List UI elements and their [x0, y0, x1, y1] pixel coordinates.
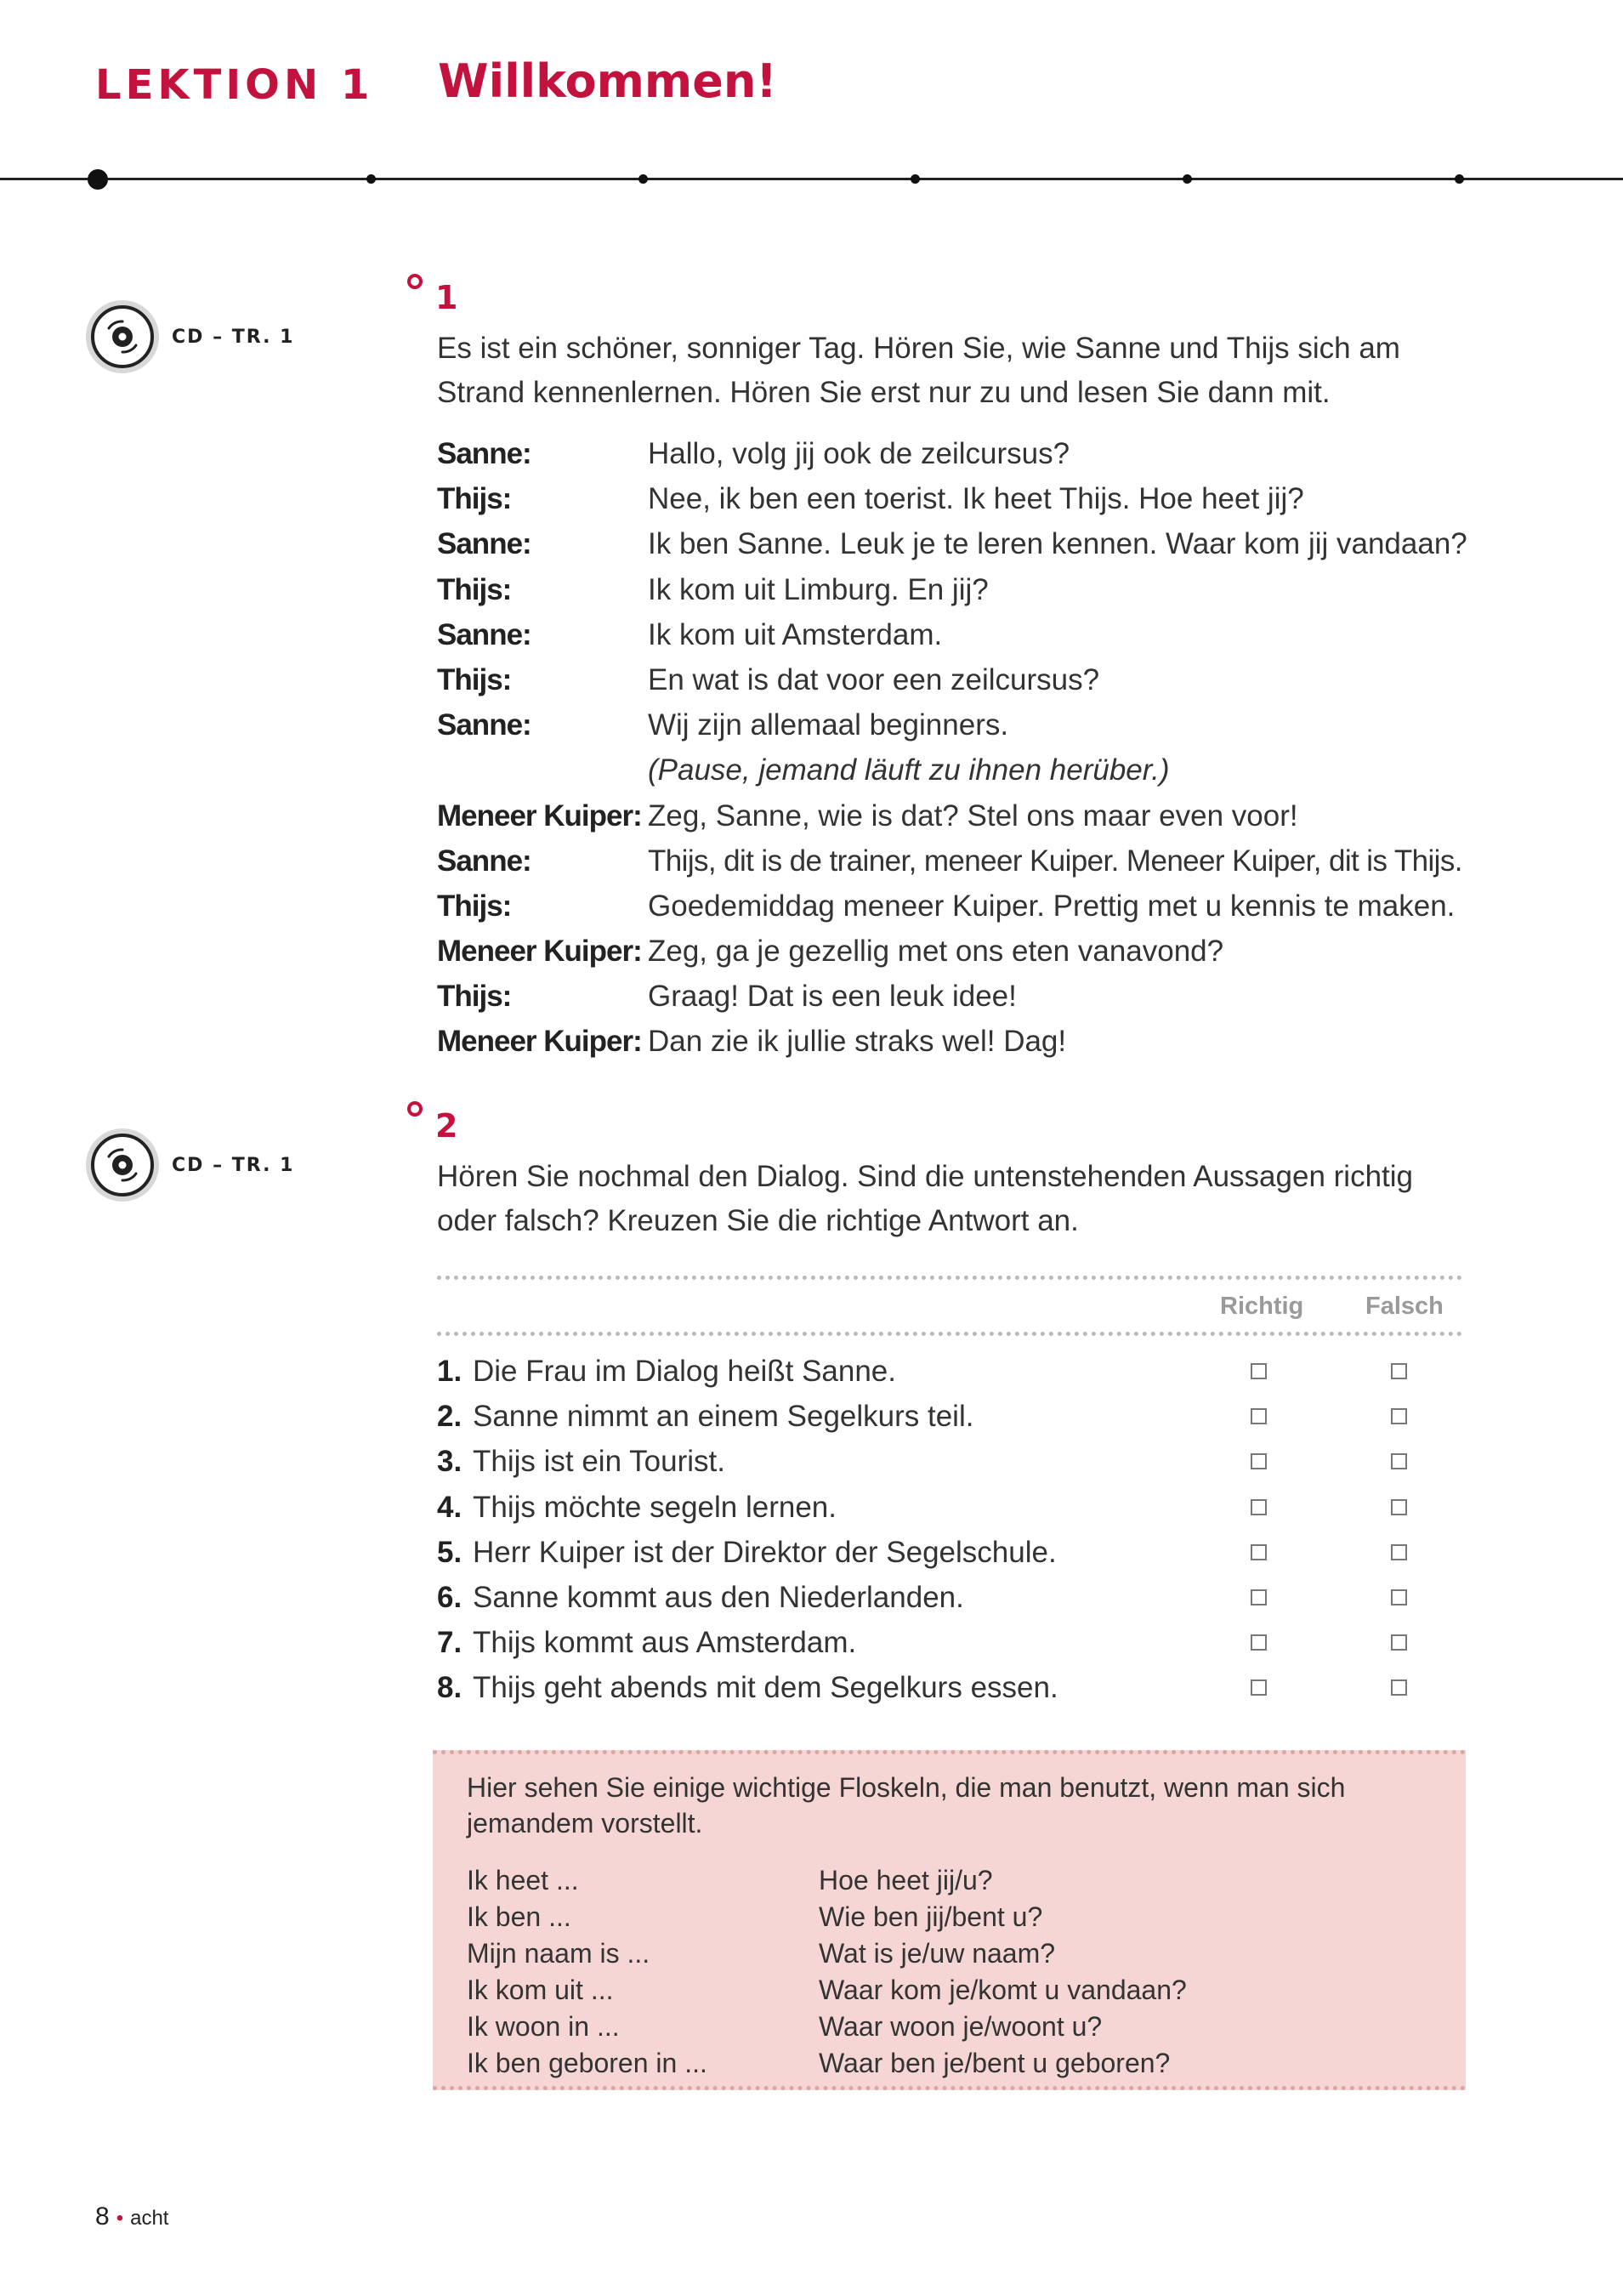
dialog-line	[437, 793, 1508, 838]
exercise-number: 1	[435, 279, 458, 316]
richtig-checkbox[interactable]	[1251, 1589, 1267, 1605]
dialog-line	[437, 747, 1508, 793]
dialog-text: Ik kom uit Limburg. En jij?	[648, 572, 989, 606]
table-divider	[437, 1332, 1462, 1336]
statement-list	[437, 1349, 1466, 1711]
phrase-row	[467, 1862, 1436, 1899]
exercise-marker-icon	[406, 1100, 423, 1117]
cd-track-label: CD – TR. 1	[172, 1154, 295, 1176]
statement-text: Die Frau im Dialog heißt Sanne.	[473, 1355, 896, 1388]
phrase-statement: Ik ben geboren in ...	[467, 2048, 707, 2078]
statement-item	[437, 1349, 1466, 1394]
dialog-text: Zeg, ga je gezellig met ons eten vanavond?	[648, 935, 1224, 969]
cd-icon	[85, 1128, 160, 1202]
dialog-line	[437, 702, 1508, 747]
statement-text: Thijs kommt aus Amsterdam.	[473, 1626, 857, 1660]
phrase-row	[467, 2045, 1436, 2082]
dialog-line	[437, 431, 1508, 476]
column-header-richtig: Richtig	[1220, 1293, 1304, 1320]
statement-number: 6.	[437, 1580, 462, 1614]
phrase-row	[467, 1972, 1436, 2009]
phrase-statement: Ik ben ...	[467, 1901, 571, 1932]
dialog-text: Goedemiddag meneer Kuiper. Prettig met u kennis te maken.	[648, 889, 1456, 923]
dialog-text: Thijs, dit is de trainer, meneer Kuiper. Meneer Kuiper, dit is Thijs.	[648, 844, 1462, 878]
falsch-checkbox[interactable]	[1391, 1408, 1407, 1424]
dialog-line	[437, 521, 1508, 566]
phrase-statement: Ik heet ...	[467, 1865, 579, 1895]
dialog-speaker: Sanne:	[437, 527, 531, 561]
dialog-line	[437, 838, 1508, 884]
dialog-text: Ik kom uit Amsterdam.	[648, 617, 943, 651]
statement-number: 8.	[437, 1671, 462, 1705]
rule-dot	[1183, 174, 1192, 184]
statement-number: 5.	[437, 1535, 462, 1569]
page-number-word: acht	[130, 2207, 169, 2230]
header-divider	[0, 178, 1623, 180]
column-header-falsch: Falsch	[1365, 1293, 1444, 1320]
statement-text: Sanne kommt aus den Niederlanden.	[473, 1580, 964, 1614]
dialog-speaker: Thijs:	[437, 572, 512, 606]
rule-dot	[366, 174, 376, 184]
phrase-question: Waar ben je/bent u geboren?	[819, 2048, 1171, 2078]
dialog-text: Graag! Dat is een leuk idee!	[648, 980, 1017, 1014]
dialog-text: Nee, ik ben een toerist. Ik heet Thijs. Hoe heet jij?	[648, 482, 1304, 516]
dialog-text: En wat is dat voor een zeilcursus?	[648, 662, 1100, 696]
dialog-speaker: Thijs:	[437, 662, 512, 696]
exercise-instruction: Es ist ein schöner, sonniger Tag. Hören Sie, wie Sanne und Thijs sich am Strand kennenlernen. Hören Sie erst nur zu und lesen Sie dann mit.	[437, 332, 1400, 409]
dialog-line	[437, 884, 1508, 929]
falsch-checkbox[interactable]	[1391, 1679, 1407, 1696]
phrase-statement: Ik kom uit ...	[467, 1975, 614, 2005]
phrase-statement: Ik woon in ...	[467, 2011, 620, 2042]
dialog-speaker: Meneer Kuiper:	[437, 935, 642, 969]
dialog-speaker: Sanne:	[437, 617, 531, 651]
phrase-question: Wat is je/uw naam?	[819, 1938, 1056, 1969]
phrase-row	[467, 1899, 1436, 1935]
statement-text: Thijs geht abends mit dem Segelkurs essen.	[473, 1671, 1058, 1705]
statement-text: Sanne nimmt an einem Segelkurs teil.	[473, 1400, 974, 1434]
richtig-checkbox[interactable]	[1251, 1453, 1267, 1469]
cd-track-badge	[85, 299, 294, 374]
phrase-row	[467, 2009, 1436, 2045]
dialog-speaker: Sanne:	[437, 844, 531, 878]
dialog-speaker: Meneer Kuiper:	[437, 798, 642, 833]
dialog-speaker: Sanne:	[437, 437, 531, 470]
phrase-row	[467, 1935, 1436, 1972]
lesson-label: LEKTION 1	[95, 61, 374, 109]
cd-track-badge	[85, 1128, 294, 1202]
phrase-question: Wie ben jij/bent u?	[819, 1901, 1043, 1932]
statement-item	[437, 1485, 1466, 1530]
dialog-line	[437, 567, 1508, 612]
table-divider	[437, 1276, 1462, 1280]
dialog-speaker: Thijs:	[437, 980, 512, 1014]
phrase-question: Waar woon je/woont u?	[819, 2011, 1103, 2042]
dialog-text: Wij zijn allemaal beginners.	[648, 708, 1009, 742]
statement-text: Thijs ist ein Tourist.	[473, 1445, 725, 1479]
richtig-checkbox[interactable]	[1251, 1408, 1267, 1424]
dialog-text: Hallo, volg jij ook de zeilcursus?	[648, 437, 1070, 470]
dialog-speaker: Thijs:	[437, 889, 512, 923]
richtig-checkbox[interactable]	[1251, 1363, 1267, 1379]
falsch-checkbox[interactable]	[1391, 1453, 1407, 1469]
richtig-checkbox[interactable]	[1251, 1499, 1267, 1515]
rule-dot	[911, 174, 920, 184]
dialog	[437, 431, 1508, 1065]
dialog-line	[437, 657, 1508, 702]
cd-track-label: CD – TR. 1	[172, 326, 295, 348]
dialog-text: Ik ben Sanne. Leuk je te leren kennen. Waar kom jij vandaan?	[648, 527, 1467, 561]
dialog-text: Dan zie ik jullie straks wel! Dag!	[648, 1025, 1067, 1059]
rule-dot-large	[88, 169, 108, 190]
falsch-checkbox[interactable]	[1391, 1363, 1407, 1379]
richtig-checkbox[interactable]	[1251, 1679, 1267, 1696]
falsch-checkbox[interactable]	[1391, 1544, 1407, 1560]
rule-dot	[638, 174, 648, 184]
exercise-instruction: Hören Sie nochmal den Dialog. Sind die untenstehenden Aussagen richtig oder falsch? Kreuzen Sie die richtige Antwort an.	[437, 1160, 1413, 1237]
richtig-checkbox[interactable]	[1251, 1634, 1267, 1651]
dialog-line	[437, 476, 1508, 521]
statement-number: 7.	[437, 1626, 462, 1660]
phrase-question: Waar kom je/komt u vandaan?	[819, 1975, 1187, 2005]
falsch-checkbox[interactable]	[1391, 1634, 1407, 1651]
dialog-speaker: Sanne:	[437, 708, 531, 742]
dialog-line	[437, 612, 1508, 657]
statement-number: 2.	[437, 1400, 462, 1434]
dialog-line	[437, 974, 1508, 1019]
statement-item	[437, 1394, 1466, 1439]
dialog-line	[437, 929, 1508, 974]
statement-item	[437, 1575, 1466, 1620]
dialog-line	[437, 1019, 1508, 1064]
statement-text: Herr Kuiper ist der Direktor der Segelschule.	[473, 1535, 1057, 1569]
statement-item	[437, 1530, 1466, 1575]
falsch-checkbox[interactable]	[1391, 1589, 1407, 1605]
dialog-speaker: Meneer Kuiper:	[437, 1025, 642, 1059]
footer-bullet: •	[116, 2207, 124, 2230]
rule-dot	[1455, 174, 1464, 184]
cd-icon	[85, 299, 160, 374]
exercise-number: 2	[435, 1107, 458, 1145]
falsch-checkbox[interactable]	[1391, 1499, 1407, 1515]
page-number: 8	[95, 2202, 110, 2231]
phrase-box-intro: Hier sehen Sie einige wichtige Floskeln, die man benutzt, wenn man sich jemandem vorstellt.	[467, 1772, 1346, 1839]
dialog-text: Zeg, Sanne, wie is dat? Stel ons maar even voor!	[648, 798, 1298, 833]
statement-text: Thijs möchte segeln lernen.	[473, 1490, 837, 1524]
page-title: Willkommen!	[438, 54, 777, 108]
exercise-marker-icon	[406, 273, 423, 290]
stage-direction: (Pause, jemand läuft zu ihnen herüber.)	[648, 753, 1170, 787]
phrase-question: Hoe heet jij/u?	[819, 1865, 993, 1895]
richtig-checkbox[interactable]	[1251, 1544, 1267, 1560]
statement-item	[437, 1439, 1466, 1484]
phrase-box	[433, 1750, 1466, 2090]
statement-number: 3.	[437, 1445, 462, 1479]
statement-item	[437, 1620, 1466, 1665]
dialog-speaker: Thijs:	[437, 482, 512, 516]
statement-item	[437, 1665, 1466, 1710]
statement-number: 1.	[437, 1355, 462, 1388]
statement-number: 4.	[437, 1490, 462, 1524]
page-footer	[95, 2202, 168, 2231]
phrase-statement: Mijn naam is ...	[467, 1938, 650, 1969]
